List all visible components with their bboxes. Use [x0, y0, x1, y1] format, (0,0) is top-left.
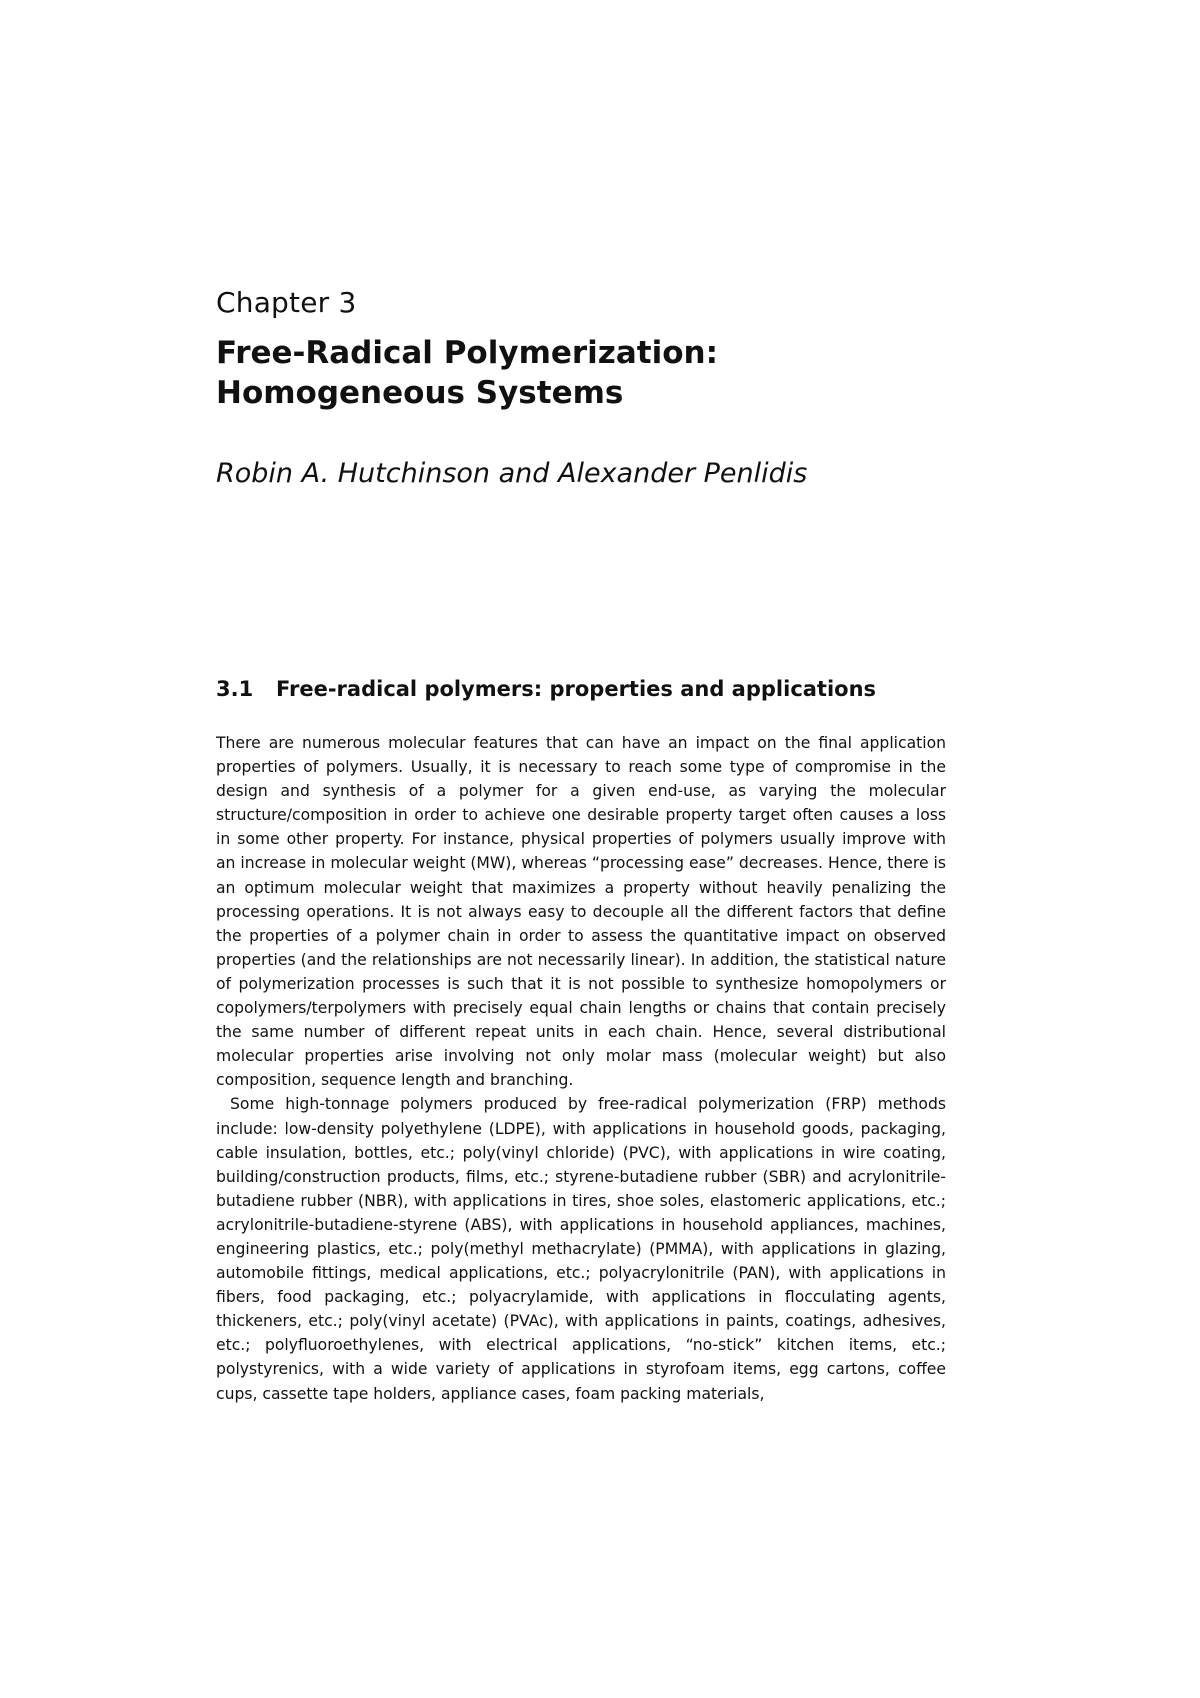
paragraph-2: Some high-tonnage polymers produced by free-radical polymerization (FRP) methods include: low-density polyethylene (LDPE), with applications in household goods, packaging, cable insulation, bottles, etc.; poly(vinyl chloride) (PVC), with applications in wire coating, building/construction products, films, etc.; styrene-butadiene rubber (SBR) and acrylonitrile-butadiene rubber (NBR), with applications in tires, shoe soles, elastomeric applications, etc.; acrylonitrile-butadiene-styrene (ABS), with applications in household appliances, machines, engineering plastics, etc.; poly(methyl methacrylate) (PMMA), with applications in glazing, automobile fittings, medical applications, etc.; polyacrylonitrile (PAN), with applications in fibers, food packaging, etc.; polyacrylamide, with applications in flocculating agents, thickeners, etc.; poly(vinyl acetate) (PVAc), with applications in paints, coatings, adhesives, etc.; polyfluoroethylenes, with electrical applications, “no-stick” kitchen items, etc.; polystyrenics, with a wide variety of applications in styrofoam items, egg cartons, coffee cups, cassette tape holders, appliance cases, foam packing materials,: [216, 1095, 946, 1403]
chapter-title: [216, 333, 976, 413]
chapter-authors: Robin A. Hutchinson and Alexander Penlidis: [216, 458, 808, 489]
paragraph-1: There are numerous molecular features that can have an impact on the final application properties of polymers. Usually, it is necessary to reach some type of compromise in the design and synthesis of a polymer for a given end-use, as varying the molecular structure/composition in order to achieve one desirable property target often causes a loss in some other property. For instance, physical properties of polymers usually improve with an increase in molecular weight (MW), whereas “processing ease” decreases. Hence, there is an optimum molecular weight that maximizes a property without heavily penalizing the processing operations. It is not always easy to decouple all the different factors that define the properties of a polymer chain in order to assess the quantitative impact on observed properties (and the relationships are not necessarily linear). In addition, the statistical nature of polymerization processes is such that it is not possible to synthesize homopolymers or copolymers/terpolymers with precisely equal chain lengths or chains that contain precisely the same number of different repeat units in each chain. Hence, several distributional molecular properties arise involving not only molar mass (molecular weight) but also composition, sequence length and branching.: [216, 734, 946, 1090]
chapter-title-line-1: Free-Radical Polymerization:: [216, 335, 718, 371]
chapter-label: Chapter 3: [216, 286, 357, 319]
chapter-title-line-2: Homogeneous Systems: [216, 375, 624, 411]
section-title: Free-radical polymers: properties and applications: [276, 677, 877, 701]
body-text: [216, 731, 946, 1406]
section-number: 3.1: [216, 677, 254, 701]
section-heading: [216, 677, 876, 701]
